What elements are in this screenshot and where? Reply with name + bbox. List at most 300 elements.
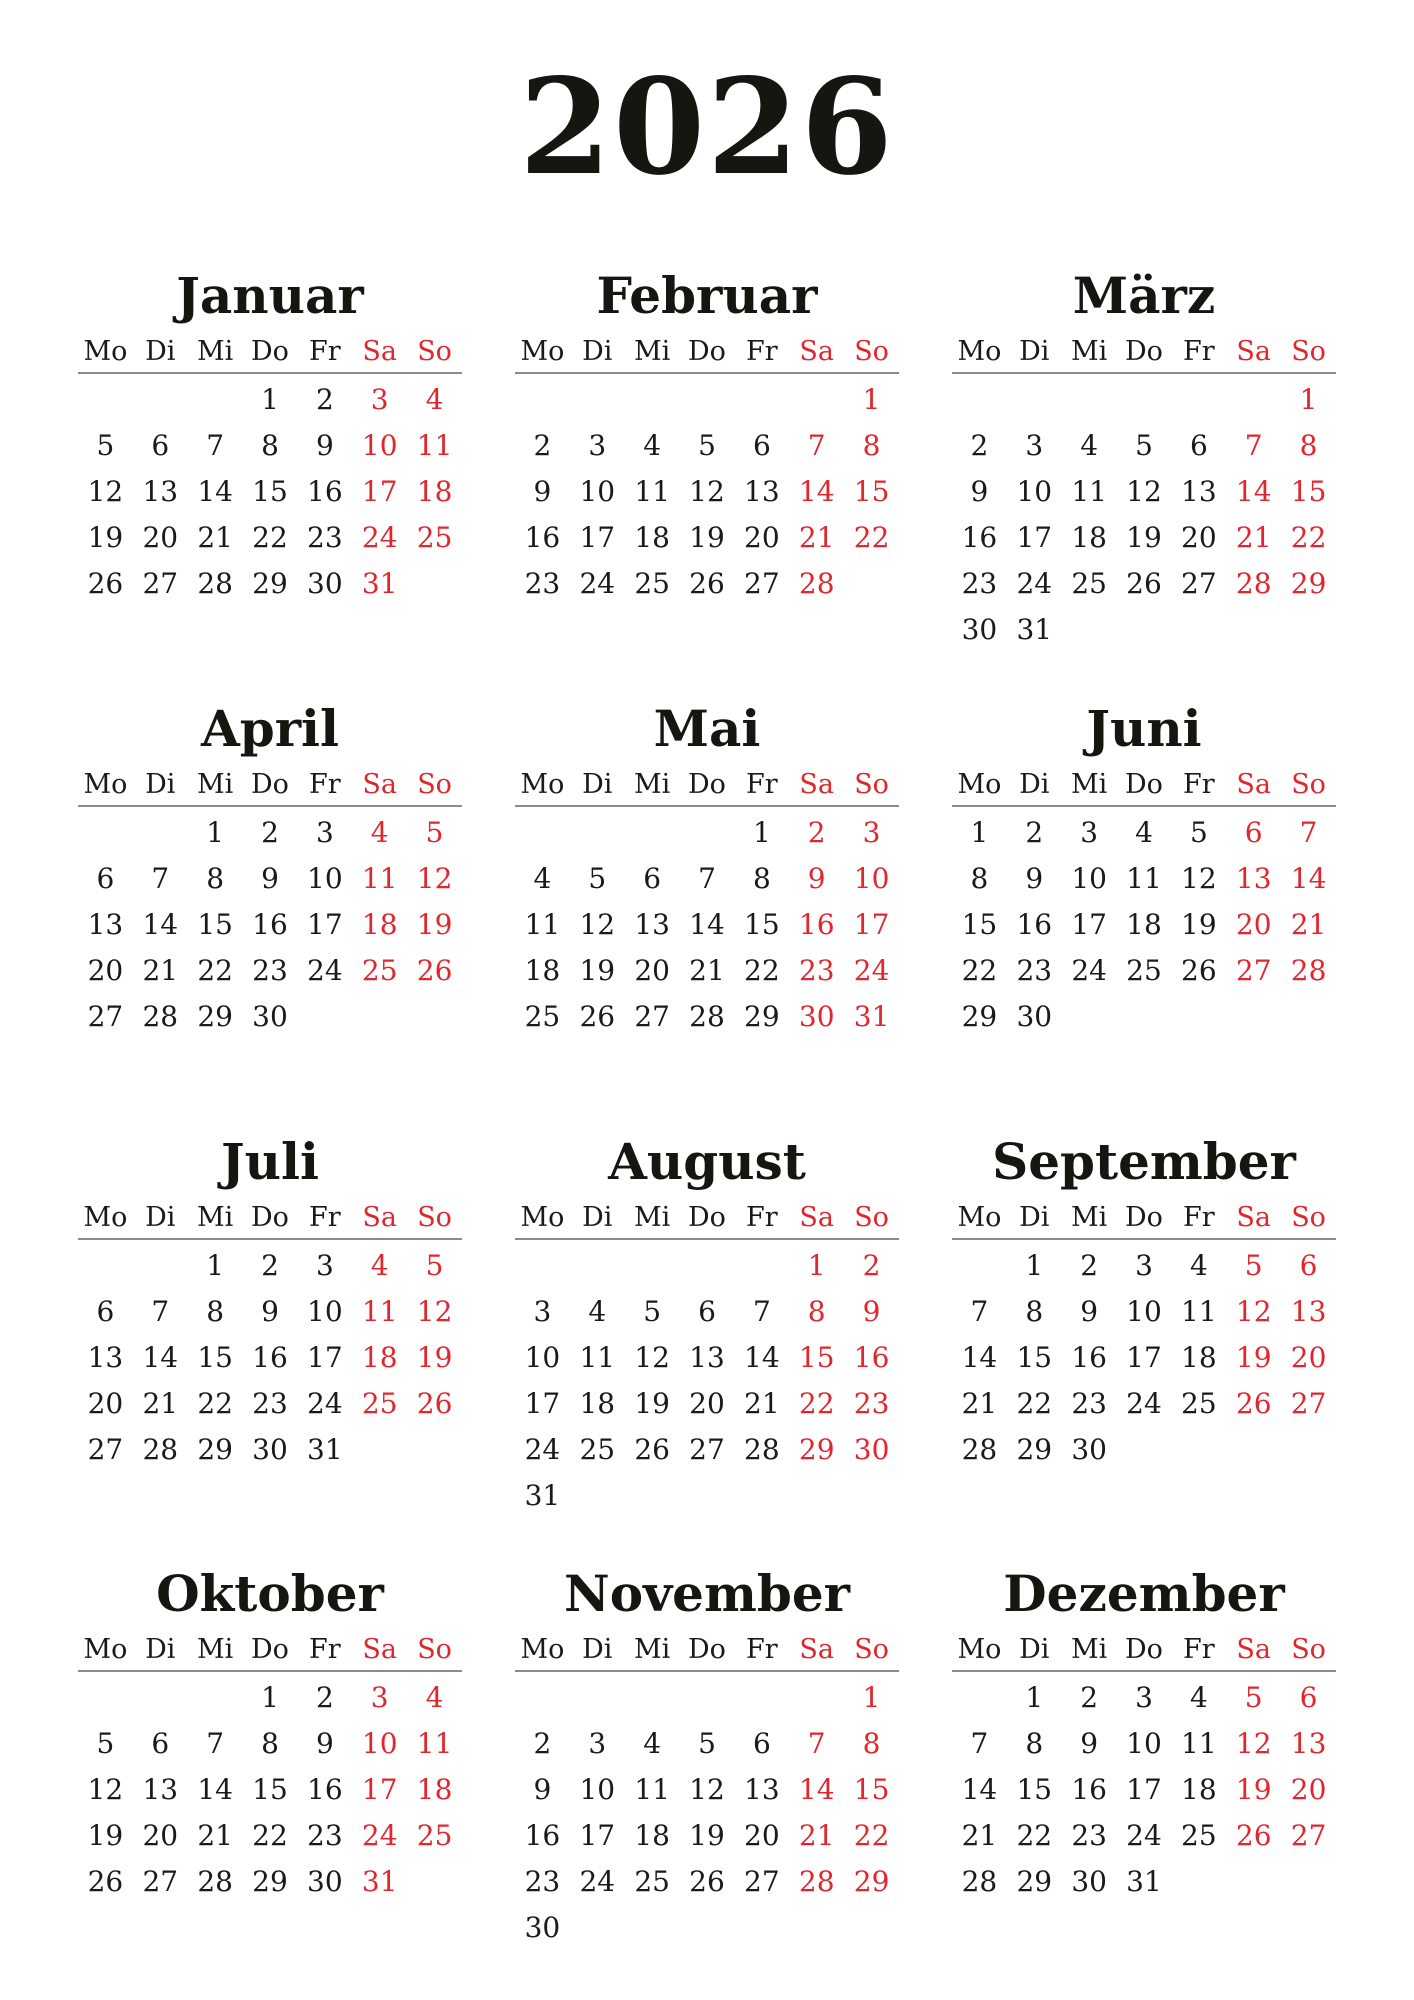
weekday-label: Fr bbox=[746, 769, 778, 800]
day-cell: 4 bbox=[370, 816, 389, 849]
day-cell: 8 bbox=[1025, 1727, 1044, 1760]
day-cell: 17 bbox=[579, 1819, 616, 1852]
day-cell: 20 bbox=[634, 954, 670, 987]
day-cell: 13 bbox=[634, 908, 670, 941]
weekday-label: Sa bbox=[799, 1202, 834, 1233]
weekday-label: Fr bbox=[309, 336, 341, 367]
weekday-label: So bbox=[417, 769, 452, 800]
day-cell: 31 bbox=[307, 1433, 343, 1466]
day-cell: 10 bbox=[361, 1727, 398, 1760]
day-cell: 1 bbox=[261, 383, 279, 416]
day-cell: 9 bbox=[533, 1773, 552, 1806]
day-cell: 6 bbox=[151, 1727, 170, 1760]
day-cell: 8 bbox=[261, 429, 279, 462]
day-grid bbox=[952, 810, 1336, 1086]
day-cell: 22 bbox=[798, 1387, 835, 1420]
weekday-label: Do bbox=[688, 336, 726, 367]
day-cell: 8 bbox=[206, 862, 225, 895]
day-cell: 19 bbox=[1181, 908, 1217, 941]
day-cell: 29 bbox=[961, 1000, 998, 1033]
weekday-label: Sa bbox=[362, 336, 397, 367]
day-cell: 10 bbox=[307, 862, 343, 895]
day-cell: 4 bbox=[1080, 429, 1099, 462]
day-cell: 2 bbox=[261, 816, 279, 849]
day-cell: 6 bbox=[151, 429, 170, 462]
month-title: Januar bbox=[176, 266, 364, 325]
day-cell: 24 bbox=[579, 567, 616, 600]
day-cell: 6 bbox=[1299, 1249, 1318, 1282]
day-cell: 19 bbox=[1126, 521, 1162, 554]
day-cell: 3 bbox=[1135, 1681, 1153, 1714]
day-cell: 3 bbox=[862, 816, 881, 849]
day-cell: 27 bbox=[689, 1433, 725, 1466]
day-cell: 16 bbox=[307, 475, 343, 508]
month-title: Oktober bbox=[156, 1564, 384, 1623]
day-cell: 12 bbox=[87, 1773, 124, 1806]
day-cell: 22 bbox=[961, 954, 998, 987]
day-cell: 16 bbox=[524, 521, 561, 554]
day-cell: 21 bbox=[961, 1819, 998, 1852]
day-cell: 25 bbox=[1126, 954, 1162, 987]
day-cell: 6 bbox=[96, 1295, 115, 1328]
day-cell: 24 bbox=[1016, 567, 1053, 600]
weekday-label: Di bbox=[582, 336, 613, 367]
day-cell: 14 bbox=[689, 908, 725, 941]
month-title: September bbox=[992, 1132, 1296, 1191]
month-title: November bbox=[564, 1564, 850, 1623]
day-grid bbox=[952, 1243, 1336, 1519]
day-cell: 21 bbox=[689, 954, 725, 987]
day-cell: 13 bbox=[87, 1341, 124, 1374]
day-cell: 16 bbox=[1016, 908, 1053, 941]
day-cell: 4 bbox=[425, 1681, 444, 1714]
day-cell: 8 bbox=[1299, 429, 1318, 462]
day-cell: 25 bbox=[416, 1819, 453, 1852]
day-cell: 28 bbox=[1235, 567, 1272, 600]
day-cell: 18 bbox=[416, 475, 453, 508]
month-title: Mai bbox=[653, 699, 761, 758]
day-cell: 26 bbox=[579, 1000, 616, 1033]
day-cell: 9 bbox=[261, 1295, 279, 1328]
day-cell: 24 bbox=[1126, 1387, 1162, 1420]
day-cell: 6 bbox=[1299, 1681, 1318, 1714]
day-cell: 28 bbox=[689, 1000, 725, 1033]
day-cell: 18 bbox=[416, 1773, 453, 1806]
day-cell: 11 bbox=[524, 908, 561, 941]
weekday-label: Mi bbox=[1070, 1202, 1108, 1233]
day-cell: 10 bbox=[1071, 862, 1107, 895]
month-title: Juli bbox=[221, 1132, 319, 1191]
day-cell: 9 bbox=[1080, 1727, 1099, 1760]
day-cell: 1 bbox=[261, 1681, 279, 1714]
day-cell: 13 bbox=[689, 1341, 725, 1374]
day-cell: 21 bbox=[1235, 521, 1272, 554]
day-cell: 28 bbox=[961, 1865, 998, 1898]
weekday-label: Fr bbox=[309, 1634, 341, 1665]
weekday-label: Mo bbox=[520, 1634, 565, 1665]
day-cell: 20 bbox=[1235, 908, 1272, 941]
day-cell: 16 bbox=[961, 521, 998, 554]
day-cell: 13 bbox=[744, 1773, 780, 1806]
day-cell: 10 bbox=[1126, 1295, 1162, 1328]
day-cell: 22 bbox=[1016, 1387, 1053, 1420]
day-cell: 30 bbox=[853, 1433, 890, 1466]
day-cell: 27 bbox=[1181, 567, 1217, 600]
day-cell: 11 bbox=[1126, 862, 1162, 895]
day-cell: 23 bbox=[1071, 1819, 1107, 1852]
day-cell: 18 bbox=[1071, 521, 1107, 554]
day-cell: 23 bbox=[307, 521, 343, 554]
day-cell: 2 bbox=[1080, 1681, 1099, 1714]
day-cell: 10 bbox=[579, 475, 616, 508]
day-cell: 23 bbox=[961, 567, 998, 600]
day-cell: 21 bbox=[142, 1387, 179, 1420]
weekday-label: Mo bbox=[520, 1202, 565, 1233]
day-cell: 16 bbox=[853, 1341, 890, 1374]
day-cell: 12 bbox=[1235, 1727, 1272, 1760]
day-cell: 8 bbox=[1025, 1295, 1044, 1328]
day-cell: 1 bbox=[862, 383, 881, 416]
day-cell: 17 bbox=[1016, 521, 1053, 554]
year-title: 2026 bbox=[519, 50, 895, 205]
day-cell: 2 bbox=[970, 429, 989, 462]
day-cell: 6 bbox=[698, 1295, 716, 1328]
weekday-label: Do bbox=[688, 1202, 726, 1233]
day-cell: 26 bbox=[1235, 1819, 1272, 1852]
day-cell: 1 bbox=[1025, 1249, 1044, 1282]
day-cell: 25 bbox=[361, 1387, 398, 1420]
weekday-label: Do bbox=[688, 1634, 726, 1665]
weekday-label: Di bbox=[145, 769, 176, 800]
weekday-label: Mo bbox=[83, 1202, 128, 1233]
day-cell: 5 bbox=[96, 1727, 115, 1760]
day-cell: 4 bbox=[588, 1295, 607, 1328]
day-cell: 3 bbox=[315, 816, 334, 849]
day-cell: 9 bbox=[1025, 862, 1044, 895]
day-cell: 19 bbox=[416, 908, 453, 941]
weekday-header bbox=[515, 332, 899, 374]
day-cell: 20 bbox=[744, 1819, 780, 1852]
day-cell: 22 bbox=[252, 1819, 288, 1852]
day-cell: 6 bbox=[1189, 429, 1208, 462]
day-cell: 18 bbox=[524, 954, 561, 987]
day-cell: 23 bbox=[1016, 954, 1053, 987]
day-cell: 1 bbox=[1025, 1681, 1044, 1714]
weekday-label: Di bbox=[1019, 769, 1050, 800]
day-cell: 7 bbox=[970, 1295, 989, 1328]
day-cell: 2 bbox=[261, 1249, 279, 1282]
weekday-label: Fr bbox=[309, 769, 341, 800]
day-cell: 4 bbox=[370, 1249, 389, 1282]
weekday-header bbox=[952, 765, 1336, 807]
day-cell: 6 bbox=[1244, 816, 1263, 849]
day-cell: 22 bbox=[197, 1387, 233, 1420]
day-cell: 3 bbox=[588, 429, 607, 462]
day-cell: 19 bbox=[87, 521, 124, 554]
day-cell: 8 bbox=[752, 862, 771, 895]
weekday-label: Sa bbox=[362, 769, 397, 800]
day-cell: 16 bbox=[252, 1341, 288, 1374]
weekday-label: Mo bbox=[520, 769, 565, 800]
day-cell: 27 bbox=[142, 1865, 179, 1898]
day-cell: 7 bbox=[752, 1295, 771, 1328]
weekday-label: Do bbox=[1125, 1202, 1163, 1233]
day-cell: 7 bbox=[1244, 429, 1263, 462]
day-grid bbox=[515, 810, 899, 1086]
weekday-label: Mi bbox=[633, 769, 671, 800]
day-cell: 12 bbox=[1181, 862, 1217, 895]
day-cell: 25 bbox=[634, 567, 670, 600]
day-cell: 24 bbox=[1126, 1819, 1162, 1852]
day-cell: 9 bbox=[862, 1295, 881, 1328]
weekday-label: Fr bbox=[746, 1202, 778, 1233]
day-cell: 11 bbox=[361, 1295, 398, 1328]
day-cell: 28 bbox=[142, 1433, 179, 1466]
weekday-label: Fr bbox=[1183, 769, 1215, 800]
day-cell: 9 bbox=[261, 862, 279, 895]
day-cell: 7 bbox=[151, 1295, 170, 1328]
weekday-label: So bbox=[1291, 336, 1326, 367]
weekday-label: Mo bbox=[957, 1202, 1002, 1233]
day-cell: 11 bbox=[579, 1341, 616, 1374]
day-cell: 20 bbox=[744, 521, 780, 554]
day-cell: 10 bbox=[524, 1341, 561, 1374]
day-cell: 30 bbox=[252, 1433, 288, 1466]
day-cell: 16 bbox=[798, 908, 835, 941]
day-cell: 20 bbox=[1290, 1773, 1327, 1806]
day-cell: 8 bbox=[862, 1727, 881, 1760]
weekday-label: So bbox=[1291, 1634, 1326, 1665]
weekday-label: Mo bbox=[83, 1634, 128, 1665]
day-cell: 7 bbox=[206, 1727, 225, 1760]
day-cell: 19 bbox=[634, 1387, 670, 1420]
day-cell: 1 bbox=[206, 816, 225, 849]
weekday-label: Mi bbox=[196, 769, 234, 800]
day-cell: 30 bbox=[307, 1865, 343, 1898]
weekday-label: Mo bbox=[520, 336, 565, 367]
weekday-label: Sa bbox=[362, 1634, 397, 1665]
day-cell: 13 bbox=[744, 475, 780, 508]
day-cell: 10 bbox=[307, 1295, 343, 1328]
day-cell: 7 bbox=[807, 429, 826, 462]
weekday-header bbox=[515, 1198, 899, 1240]
day-cell: 9 bbox=[533, 475, 552, 508]
day-cell: 2 bbox=[533, 429, 552, 462]
weekday-label: Di bbox=[582, 1634, 613, 1665]
day-cell: 29 bbox=[798, 1433, 835, 1466]
weekday-label: So bbox=[417, 1202, 452, 1233]
day-cell: 28 bbox=[744, 1433, 780, 1466]
day-cell: 2 bbox=[1080, 1249, 1099, 1282]
day-cell: 14 bbox=[798, 475, 835, 508]
day-cell: 4 bbox=[533, 862, 552, 895]
month-oktober bbox=[78, 1561, 462, 1941]
day-cell: 20 bbox=[1290, 1341, 1327, 1374]
month-februar bbox=[515, 263, 899, 643]
weekday-label: Sa bbox=[799, 769, 834, 800]
day-cell: 20 bbox=[142, 1819, 179, 1852]
weekday-header bbox=[515, 765, 899, 807]
day-cell: 30 bbox=[252, 1000, 288, 1033]
weekday-label: Fr bbox=[746, 1634, 778, 1665]
day-cell: 14 bbox=[1235, 475, 1272, 508]
weekday-header bbox=[78, 1198, 462, 1240]
day-cell: 17 bbox=[1126, 1341, 1162, 1374]
weekday-label: Do bbox=[1125, 336, 1163, 367]
day-cell: 10 bbox=[853, 862, 890, 895]
day-cell: 25 bbox=[1181, 1387, 1217, 1420]
weekday-label: Di bbox=[1019, 1202, 1050, 1233]
weekday-label: Di bbox=[145, 336, 176, 367]
weekday-label: Mi bbox=[1070, 769, 1108, 800]
weekday-label: Do bbox=[251, 1634, 289, 1665]
day-cell: 15 bbox=[252, 475, 288, 508]
day-cell: 11 bbox=[416, 429, 453, 462]
day-cell: 23 bbox=[1071, 1387, 1107, 1420]
month-august bbox=[515, 1129, 899, 1512]
day-grid bbox=[515, 1675, 899, 1951]
day-cell: 18 bbox=[361, 908, 398, 941]
day-cell: 26 bbox=[87, 567, 124, 600]
weekday-label: Sa bbox=[1236, 1202, 1271, 1233]
day-grid bbox=[515, 377, 899, 653]
day-cell: 11 bbox=[361, 862, 398, 895]
day-cell: 16 bbox=[1071, 1773, 1107, 1806]
day-grid bbox=[78, 810, 462, 1086]
month-dezember bbox=[952, 1561, 1336, 1941]
day-cell: 22 bbox=[197, 954, 233, 987]
day-cell: 11 bbox=[416, 1727, 453, 1760]
month-juli bbox=[78, 1129, 462, 1509]
day-cell: 13 bbox=[1290, 1295, 1327, 1328]
day-cell: 28 bbox=[961, 1433, 998, 1466]
day-cell: 26 bbox=[689, 1865, 725, 1898]
day-cell: 5 bbox=[643, 1295, 662, 1328]
day-cell: 14 bbox=[142, 1341, 179, 1374]
day-cell: 12 bbox=[87, 475, 124, 508]
day-cell: 5 bbox=[1244, 1681, 1263, 1714]
month-title: Februar bbox=[596, 266, 818, 325]
day-cell: 24 bbox=[361, 521, 398, 554]
day-cell: 24 bbox=[524, 1433, 561, 1466]
day-cell: 21 bbox=[142, 954, 179, 987]
day-cell: 3 bbox=[370, 383, 389, 416]
day-cell: 2 bbox=[315, 1681, 334, 1714]
day-cell: 22 bbox=[1016, 1819, 1053, 1852]
day-cell: 7 bbox=[151, 862, 170, 895]
month-märz bbox=[952, 263, 1336, 646]
day-cell: 4 bbox=[643, 1727, 662, 1760]
day-cell: 19 bbox=[579, 954, 616, 987]
day-cell: 17 bbox=[853, 908, 890, 941]
day-cell: 20 bbox=[142, 521, 179, 554]
day-cell: 3 bbox=[588, 1727, 607, 1760]
day-cell: 27 bbox=[634, 1000, 670, 1033]
month-september bbox=[952, 1129, 1336, 1509]
day-cell: 18 bbox=[1126, 908, 1162, 941]
day-cell: 3 bbox=[1135, 1249, 1153, 1282]
weekday-label: So bbox=[1291, 1202, 1326, 1233]
day-cell: 1 bbox=[206, 1249, 225, 1282]
day-cell: 26 bbox=[87, 1865, 124, 1898]
month-november bbox=[515, 1561, 899, 1944]
day-cell: 14 bbox=[197, 1773, 233, 1806]
day-cell: 4 bbox=[1135, 816, 1153, 849]
day-cell: 5 bbox=[425, 1249, 444, 1282]
day-cell: 12 bbox=[416, 862, 453, 895]
day-cell: 29 bbox=[1290, 567, 1327, 600]
weekday-label: Mi bbox=[196, 336, 234, 367]
day-cell: 24 bbox=[361, 1819, 398, 1852]
weekday-label: So bbox=[417, 1634, 452, 1665]
day-cell: 23 bbox=[252, 954, 288, 987]
weekday-label: Sa bbox=[1236, 1634, 1271, 1665]
day-cell: 26 bbox=[634, 1433, 670, 1466]
day-cell: 14 bbox=[798, 1773, 835, 1806]
day-cell: 5 bbox=[1189, 816, 1208, 849]
day-cell: 27 bbox=[1235, 954, 1272, 987]
day-cell: 23 bbox=[307, 1819, 343, 1852]
weekday-header bbox=[952, 1630, 1336, 1672]
day-cell: 1 bbox=[970, 816, 989, 849]
day-cell: 15 bbox=[744, 908, 780, 941]
day-cell: 26 bbox=[1126, 567, 1162, 600]
day-cell: 29 bbox=[252, 567, 288, 600]
day-cell: 20 bbox=[87, 1387, 124, 1420]
day-cell: 4 bbox=[425, 383, 444, 416]
day-cell: 10 bbox=[579, 1773, 616, 1806]
day-cell: 19 bbox=[87, 1819, 124, 1852]
day-cell: 19 bbox=[689, 1819, 725, 1852]
day-cell: 10 bbox=[361, 429, 398, 462]
day-cell: 25 bbox=[634, 1865, 670, 1898]
day-cell: 24 bbox=[307, 954, 343, 987]
day-cell: 16 bbox=[1071, 1341, 1107, 1374]
day-cell: 8 bbox=[807, 1295, 826, 1328]
day-cell: 31 bbox=[1016, 613, 1053, 646]
day-cell: 30 bbox=[961, 613, 998, 646]
day-cell: 11 bbox=[1181, 1295, 1217, 1328]
weekday-header bbox=[952, 1198, 1336, 1240]
weekday-label: So bbox=[854, 769, 889, 800]
day-cell: 21 bbox=[197, 1819, 233, 1852]
day-cell: 21 bbox=[744, 1387, 780, 1420]
weekday-label: Mo bbox=[957, 1634, 1002, 1665]
day-cell: 17 bbox=[524, 1387, 561, 1420]
weekday-label: Sa bbox=[799, 336, 834, 367]
day-cell: 11 bbox=[634, 475, 670, 508]
day-cell: 6 bbox=[643, 862, 662, 895]
day-cell: 29 bbox=[197, 1000, 233, 1033]
day-cell: 12 bbox=[416, 1295, 453, 1328]
weekday-label: Mi bbox=[196, 1202, 234, 1233]
day-cell: 15 bbox=[1016, 1341, 1053, 1374]
weekday-label: Mo bbox=[83, 336, 128, 367]
day-cell: 25 bbox=[579, 1433, 616, 1466]
day-cell: 14 bbox=[197, 475, 233, 508]
day-cell: 10 bbox=[1126, 1727, 1162, 1760]
day-cell: 12 bbox=[689, 475, 725, 508]
day-cell: 17 bbox=[361, 475, 398, 508]
day-cell: 19 bbox=[1235, 1773, 1272, 1806]
weekday-label: Mo bbox=[83, 769, 128, 800]
day-cell: 31 bbox=[524, 1479, 561, 1512]
day-cell: 15 bbox=[853, 1773, 890, 1806]
day-grid bbox=[515, 1243, 899, 1519]
month-title: März bbox=[1072, 266, 1216, 325]
day-cell: 19 bbox=[416, 1341, 453, 1374]
month-title: April bbox=[200, 699, 340, 758]
